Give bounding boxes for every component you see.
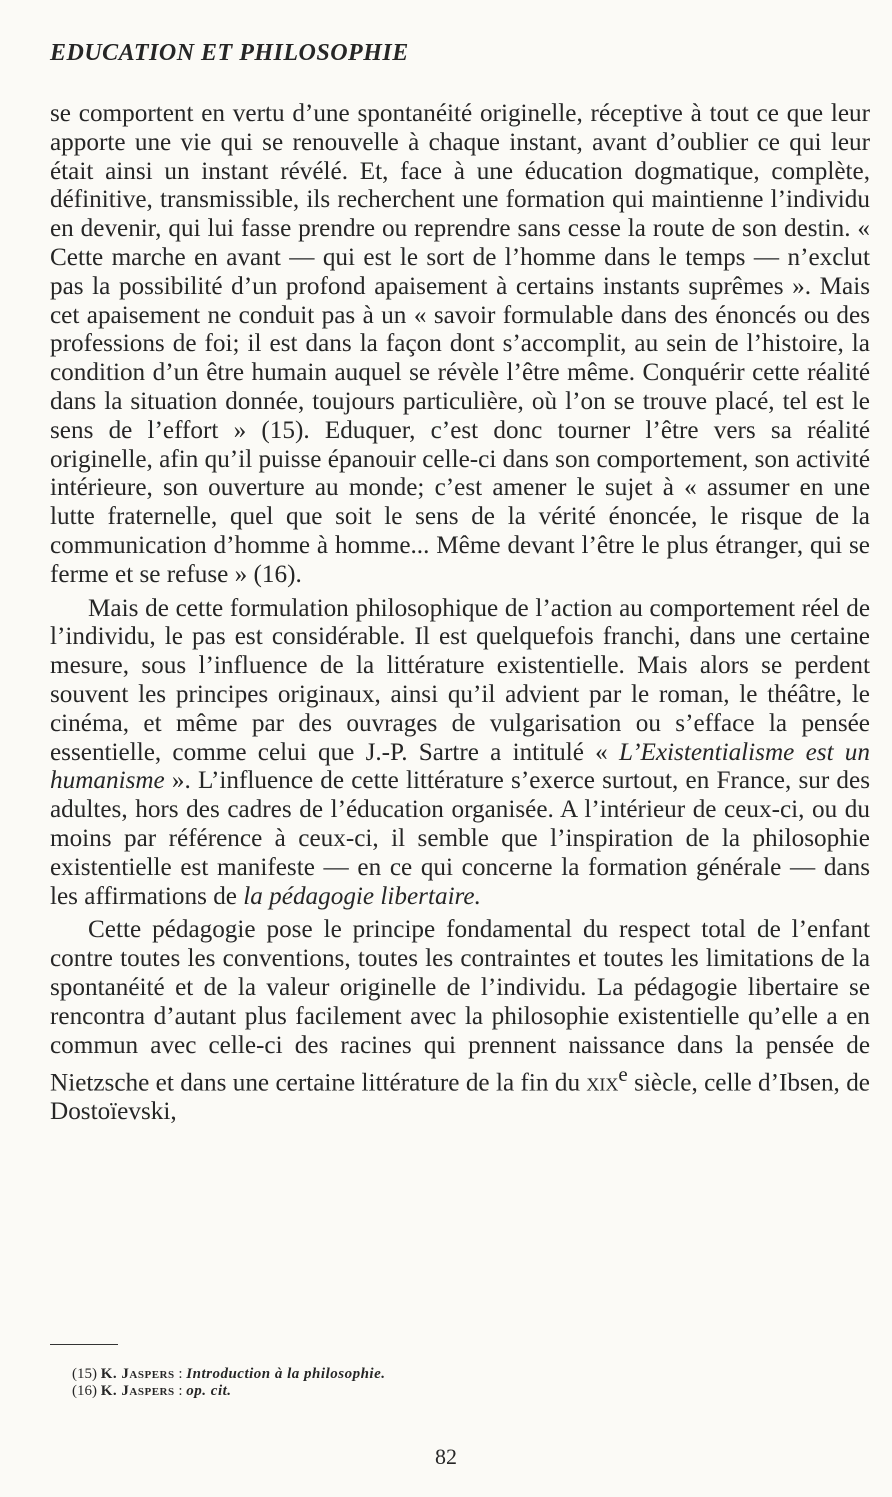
footnote-number: (16) — [72, 1383, 97, 1399]
footnote-title: op. cit. — [186, 1383, 232, 1399]
paragraph-2-text-a: Mais de cette formulation philosophique de l’action au comportement réel de l’individu, le pas est considérable. Il est quelquefois franchi, dans une certaine mesure, sous l’influence de la littérature existentielle. Mais alors se perdent souvent les principes originaux, ainsi qu’il advient par le roman, le théâtre, le cinéma, et même par des ouvrages de vulgarisation ou s’efface la pensée essentielle, comme celui que J.-P. Sartre a intitulé « — [50, 594, 870, 766]
paragraph-2-text-c: ». L’influence de cette littérature s’exerce surtout, en France, sur des adultes, hors des cadres de l’éducation organisée. A l’intérieur de ceux-ci, ou du moins par référence à ceux-ci, il semble que l’inspiration de la philosophie existentielle est manifeste — en ce qui concerne la formation générale — dans les affirmations de — [50, 767, 870, 910]
paragraph-1 — [50, 100, 870, 590]
running-title: EDUCATION ET PHILOSOPHIE — [50, 40, 409, 66]
paragraph-3-text-a: Cette pédagogie pose le principe fondamental du respect total de l’enfant contre toutes les conventions, toutes les contraintes et toutes les limitations de la spontanéité et de la valeur originelle de l’individu. La pédagogie libertaire se rencontra d’autant plus facilement avec la philosophie existentielle qu’elle a en commun avec celle-ci des racines qui prennent naissance dans la pensée de Nietzsche et dans une certaine littérature de la fin du — [50, 916, 870, 1097]
page-number: 82 — [435, 1444, 457, 1469]
footnote-author: K. Jaspers — [100, 1366, 175, 1382]
body-text — [50, 100, 870, 1127]
footnotes — [72, 1366, 386, 1400]
footnote-author: K. Jaspers — [100, 1383, 175, 1399]
paragraph-1-text: se comportent en vertu d’une spontanéité originelle, réceptive à tout ce que leur apporte une vie qui se renouvelle à chaque instant, avant d’oublier ce qui leur était ainsi un instant révélé. Et, face à une éducation dogmatique, complète, définitive, transmissible, ils recherchent une formation qui maintienne l’individu en devenir, qui lui fasse prendre ou reprendre sans cesse la route de son destin. « Cette marche en avant — qui est le sort de l’homme dans le temps — n’exclut pas la possibilité d’un profond apaisement à certains instants suprêmes ». Mais cet apaisement ne conduit pas à un « savoir formulable dans des énoncés ou des professions de foi; il est dans la façon dont s’accomplit, au sein de l’histoire, la condition d’un être humain auquel se révèle l’être même. Conquérir cette réalité dans la situation donnée, toujours particulière, où l’on se trouve placé, tel est le sens de l’effort » (15). Eduquer, c’est donc tourner l’être vers sa réalité originelle, afin qu’il puisse épanouir celle-ci dans son comportement, son activité intérieure, son ouverture au monde; c’est amener le sujet à « assumer en une lutte fraternelle, quel que soit le sens de la vérité énoncée, le risque de la communication d’homme à homme... Même devant l’être le plus étranger, qui se ferme et se refuse » (16). — [50, 100, 870, 588]
footnote-16 — [72, 1383, 386, 1400]
paragraph-3-text-b: siècle, celle d’Ibsen, de Dostoïevski, — [50, 1069, 870, 1126]
paragraph-2 — [50, 595, 870, 912]
century-superscript: e — [618, 1062, 628, 1087]
footnote-15 — [72, 1366, 386, 1383]
footnote-title: Introduction à la philosophie. — [186, 1366, 386, 1382]
century-numeral: xix — [586, 1069, 619, 1097]
footnote-number: (15) — [72, 1366, 97, 1382]
footnote-separator: : — [174, 1383, 187, 1399]
footnote-separator: : — [174, 1366, 187, 1382]
book-title-italic: L’Existentialisme est un humanisme — [50, 738, 870, 795]
paragraph-3 — [50, 916, 870, 1127]
footnote-rule — [50, 1344, 118, 1345]
pedagogie-libertaire-italic: la pédagogie libertaire. — [243, 882, 481, 910]
